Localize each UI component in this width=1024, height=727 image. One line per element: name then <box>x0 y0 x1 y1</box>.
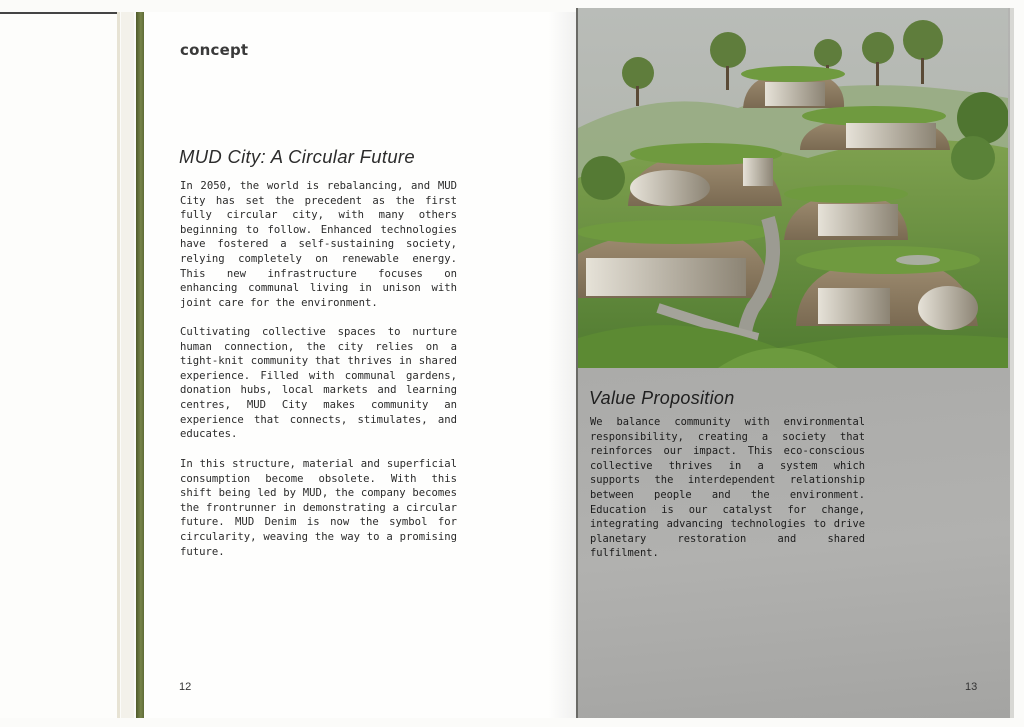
page-number: 12 <box>179 681 192 693</box>
value-proposition-text: We balance community with environmental responsibility, creating a society that reinforces our impact. This eco-conscious collective thrives in a system which supports the interdependent relationship between people and the environment. Education is our catalyst for change, integrating advancing technologies to drive planetary restoration and shared fulfilment. <box>590 416 865 560</box>
body-paragraph: Cultivating collective spaces to nurture human connection, the city relies on a tight-knit community that thrives in shared experience. Filled with communal gardens, donation hubs, local markets and learning centres, MUD City makes community an experience that connects, stimulates, and educates. <box>180 326 457 441</box>
gutter-shadow <box>548 12 578 718</box>
page-number: 13 <box>965 681 978 693</box>
booklet-spine <box>136 12 144 718</box>
body-paragraph: In this structure, material and superficial consumption become obsolete. With this shift being led by MUD, the company becomes the frontrunner in demonstrating a circular future. MUD Denim is now the symbol for circularity, weaving the way to a promising future. <box>180 458 457 558</box>
section-label: concept <box>180 41 249 59</box>
page-title: MUD City: A Circular Future <box>179 146 415 167</box>
value-proposition-title: Value Proposition <box>589 388 735 408</box>
scan-margin <box>0 12 120 718</box>
page-edge <box>117 12 120 718</box>
page-edge <box>1010 8 1014 718</box>
page-edge <box>121 12 134 718</box>
body-paragraph: In 2050, the world is rebalancing, and MUD City has set the precedent as the first fully circular city, with many others beginning to follow. Enhanced technologies have fostered a self-sustaining society, relying completely on renewable energy. This new infrastructure focuses on enhancing communal living in unison with joint care for the environment. <box>180 180 457 309</box>
eco-city-illustration <box>578 8 1008 368</box>
